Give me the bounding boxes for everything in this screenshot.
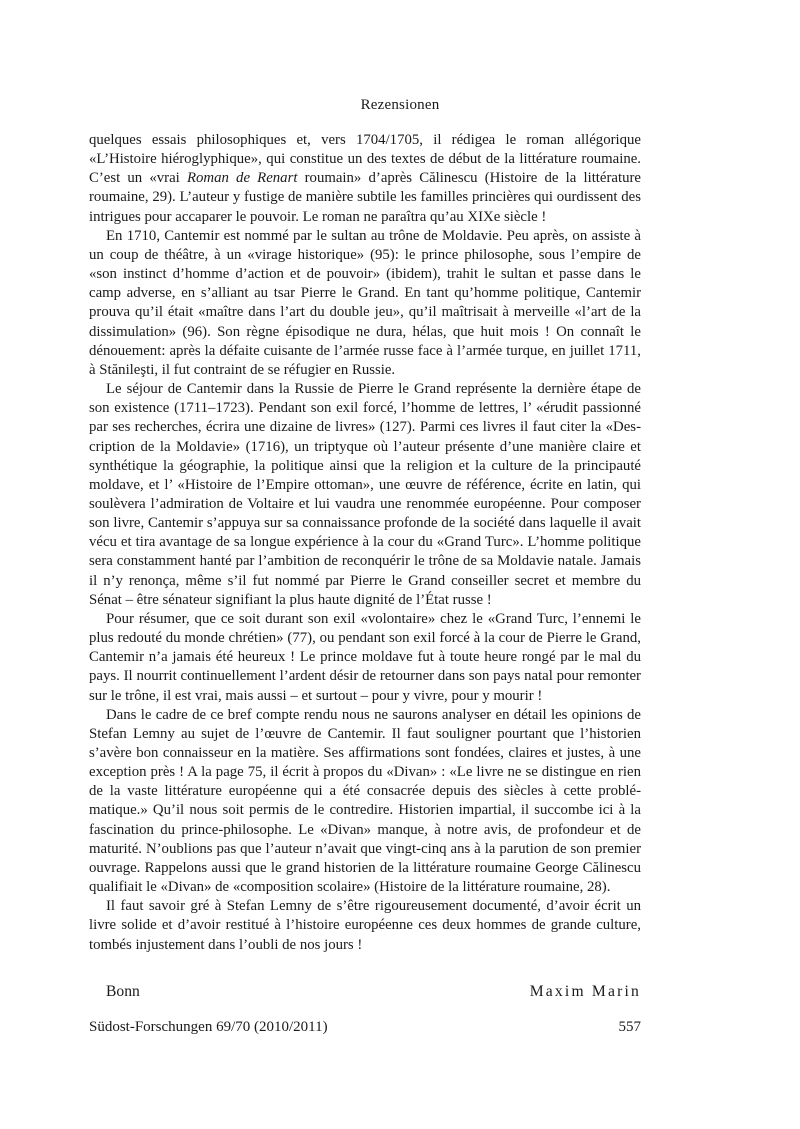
text-run: Dans le cadre de ce bref compte rendu nous ne saurons analyser en détail les opinions de Stefan Lemny au sujet de l’œuvre de Cantemir. Il faut souligner pourtant que l’historien s’avère bon connaisseur en la matière. Ses affirmations sont fondées, claires et justes, à une exception près ! A la page 75, il écrit à propos du «Divan» : «Le livre ne se distingue en rien de la vaste littérature européenne qui a été consacrée depuis des siècles à cette problématique.» Qu’il nous soit permis de le contredire. Historien impartial, il succombe ici à la fascination du prince-philosophe. Le «Divan» manque, à notre avis, de profondeur et de maturité. N’oublions pas que l’auteur n’avait que vingt-cinq ans à la parution de son premier ouvrage. Rappelons aussi que le grand historien de la littérature roumaine George Călinescu qualifiait le «Divan» de «composition scolaire» (Histoire de la littérature roumaine, 28).: [89, 706, 641, 896]
paragraph: [89, 227, 641, 380]
page-number: 557: [618, 1019, 641, 1035]
text-run: roumain» d’après Călinescu (Histoire de la littérature roumaine, 29). L’auteur y fustige de manière subtile les familles princières qui ourdissent des intrigues pour accaparer le pouvoir. Le roman ne paraîtra qu’au XIXe siècle !: [89, 170, 641, 225]
paragraph: [89, 610, 641, 706]
page-footer: [89, 1019, 641, 1039]
italic-title: Roman de Renart: [186, 170, 298, 187]
journal-citation: Südost-Forschungen 69/70 (2010/2011): [89, 1019, 328, 1035]
text-run: En 1710, Cantemir est nommé par le sultan au trône de Moldavie. Peu après, on assiste à un coup de théâtre, à un «virage historique» (95): le prince philosophe, sous l’empire de «son instinct d’homme d’action et de pouvoir» (ibidem), trahit le sultan et passe dans le camp adverse, en s’alliant au tsar Pierre le Grand. En tant qu’homme politique, Cantemir prouva qu’il était «maître dans l’art du double jeu», qu’il maîtrisait à merveille «l’art de la dissimulation» (96). Son règne épisodique ne dura, hélas, que huit mois ! On connaît le dénouement: après la défaite cuisante de l’armée russe face à l’armée turque, en juillet 1711, à Stănileşti, il fut contraint de se réfugier en Russie.: [89, 227, 641, 378]
running-header: Rezensionen: [360, 97, 440, 113]
review-body: [89, 131, 641, 955]
signature-author: Maxim Marin: [529, 983, 641, 1000]
paragraph: [89, 380, 641, 610]
signature-row: [106, 983, 641, 1005]
text-run: Le séjour de Cantemir dans la Russie de Pierre le Grand représente la dernière étape de son existence (1711–1723). Pendant son exil forcé, l’homme de lettres, l’ «érudit passionné par ses recherches, écrira une dizaine de livres» (127). Parmi ces livres il faut citer la «Description de la Moldavie» (1716), un triptyque où l’auteur présente d’une manière claire et synthétique la géographie, la politique ainsi que la religion et la culture de la principauté moldave, et l’ «Histoire de l’Empire ottoman», une œuvre de référence, écrite en latin, qui soulèvera l’admiration de Voltaire et lui vaudra une renommée européenne. Pour composer son livre, Cantemir s’appuya sur sa connaissance profonde de la société dans laquelle il avait vécu et tira avantage de sa longue expérience à la cour du «Grand Turc». L’homme politique sera constamment hanté par l’ambition de reconquérir le trône de sa Moldavie natale. Jamais il n’y renonça, même s’il fut nommé par Pierre le Grand conseiller secret et membre du Sénat – être sénateur signifiant la plus haute dignité de l’État russe !: [89, 381, 641, 608]
signature-place: Bonn: [106, 983, 140, 1000]
text-run: Il faut savoir gré à Stefan Lemny de s’être rigoureusement documenté, d’avoir écrit un livre solide et d’avoir restitué à l’histoire européenne ces deux hommes de grande culture, tombés injustement dans l’oubli de nos jours !: [89, 898, 641, 953]
text-run: Pour résumer, que ce soit durant son exil «volontaire» chez le «Grand Turc, l’ennemi le plus redouté du monde chrétien» (77), ou pendant son exil forcé à la cour de Pierre le Grand, Cantemir n’a jamais été heureux ! Le prince moldave fut à toute heure rongé par le mal du pays. Il nourrit continuellement l’ardent désir de retourner dans son pays natal pour remonter sur le trône, il est vrai, mais aussi – et surtout – pour y vivre, pour y mourir !: [89, 610, 641, 704]
paragraph: [89, 897, 641, 954]
paragraph: [89, 131, 641, 227]
text-run: quelques essais philosophiques et, vers 1704/1705, il rédigea le roman allégorique «L’Histoire hiéroglyphique», qui constitue un des textes de début de la littérature roumaine. C’est un «vrai: [89, 132, 641, 187]
paragraph: [89, 706, 641, 898]
